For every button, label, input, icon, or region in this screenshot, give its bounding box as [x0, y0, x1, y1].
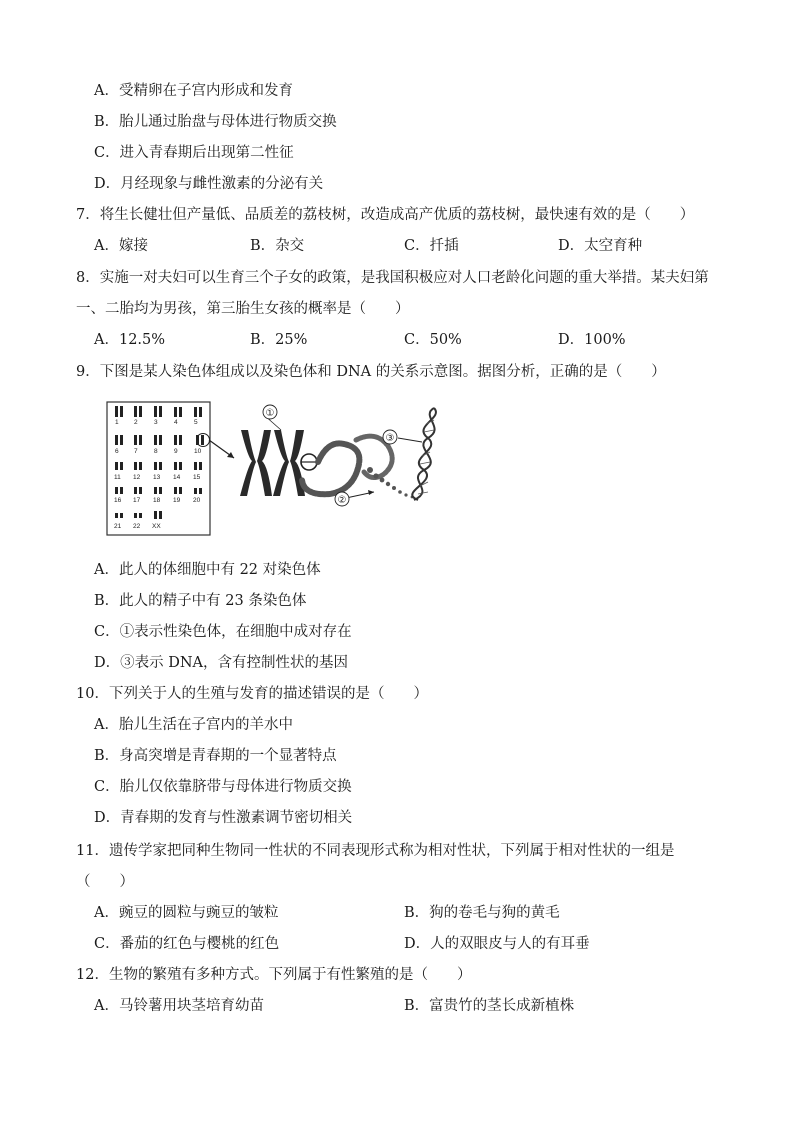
- karyotype-label: 11: [114, 474, 121, 481]
- karyotype-label: 17: [133, 497, 141, 504]
- q11-option-d: D．人的双眼皮与人的有耳垂: [404, 936, 590, 952]
- q6-option-c: C．进入青春期后出现第二性征: [94, 145, 294, 161]
- q8-option-a: A．12.5%: [94, 332, 166, 348]
- chromosome-drawing: [240, 430, 305, 496]
- karyotype-label: 20: [193, 497, 201, 504]
- karyotype-label: 15: [193, 474, 201, 481]
- q9-option-b: B．此人的精子中有 23 条染色体: [94, 593, 307, 609]
- q8-option-b: B．25%: [250, 332, 308, 348]
- q12-stem: 12．生物的繁殖有多种方式。下列属于有性繁殖的是（ ）: [76, 967, 472, 983]
- q12-option-a: A．马铃薯用块茎培育幼苗: [94, 998, 264, 1014]
- arrowhead-icon: [227, 452, 234, 458]
- q9-option-d: D．③表示 DNA，含有控制性状的基因: [94, 655, 349, 671]
- karyotype-label: 3: [154, 419, 158, 426]
- karyotype-label: 16: [114, 497, 122, 504]
- dna-helix: [412, 408, 436, 500]
- karyotype-label: 6: [115, 448, 119, 455]
- label-3: ③: [385, 433, 395, 444]
- karyotype-label: 13: [153, 474, 161, 481]
- karyotype-label: 10: [194, 448, 202, 455]
- q12-option-b: B．富贵竹的茎长成新植株: [404, 998, 575, 1014]
- q8-option-c: C．50%: [404, 332, 462, 348]
- label-2: ②: [337, 495, 347, 506]
- karyotype-label: XX: [152, 523, 161, 530]
- q7-option-c: C．扦插: [404, 238, 459, 254]
- karyotype-label: 19: [173, 497, 181, 504]
- q10-option-a: A．胎儿生活在子宫内的羊水中: [94, 717, 293, 733]
- q8-option-d: D．100%: [558, 332, 626, 348]
- q9-option-a: A．此人的体细胞中有 22 对染色体: [94, 562, 321, 578]
- karyotype-label: 22: [133, 523, 141, 530]
- karyotype-label: 2: [134, 419, 138, 426]
- q6-option-a: A．受精卵在子宫内形成和发育: [94, 83, 293, 99]
- karyotype-label: 4: [174, 419, 178, 426]
- q11-stem-line2: （ ）: [76, 874, 134, 890]
- karyotype-label: 8: [154, 448, 158, 455]
- nucleosome-beads: [367, 467, 413, 498]
- karyotype-label: 5: [194, 419, 198, 426]
- q11-option-c: C．番茄的红色与樱桃的红色: [94, 936, 280, 952]
- chromosome-dna-figure: [106, 400, 451, 540]
- q7-option-b: B．杂交: [250, 238, 305, 254]
- q8-stem-line2: 一、二胎均为男孩，第三胎生女孩的概率是（ ）: [76, 301, 410, 317]
- q6-option-d: D．月经现象与雌性激素的分泌有关: [94, 176, 324, 192]
- karyotype-label: 7: [134, 448, 138, 455]
- q10-option-d: D．青春期的发育与性激素调节密切相关: [94, 810, 353, 826]
- karyotype-label: 1: [115, 419, 119, 426]
- q11-option-b: B．狗的卷毛与狗的黄毛: [404, 905, 560, 921]
- q6-option-b: B．胎儿通过胎盘与母体进行物质交换: [94, 114, 337, 130]
- karyotype-label: 9: [174, 448, 178, 455]
- q7-option-d: D．太空育种: [558, 238, 643, 254]
- label3-leader: [398, 438, 422, 442]
- karyotype-label: 14: [173, 474, 181, 481]
- q9-option-c: C．①表示性染色体，在细胞中成对存在: [94, 624, 352, 640]
- q7-stem: 7．将生长健壮但产量低、品质差的荔枝树，改造成高产优质的荔枝树，最快速有效的是（ ）: [76, 207, 695, 223]
- q9-stem: 9．下图是某人染色体组成以及染色体和 DNA 的关系示意图。据图分析，正确的是（ ）: [76, 364, 666, 380]
- karyotype-label: 18: [153, 497, 161, 504]
- karyotype-label: 12: [133, 474, 141, 481]
- q11-stem-line1: 11．遗传学家把同种生物同一性状的不同表现形式称为相对性状，下列属于相对性状的一组是: [76, 843, 675, 859]
- karyotype-label: 21: [114, 523, 122, 530]
- q11-option-a: A．豌豆的圆粒与豌豆的皱粒: [94, 905, 279, 921]
- q10-option-c: C．胎儿仅依靠脐带与母体进行物质交换: [94, 779, 352, 795]
- q7-option-a: A．嫁接: [94, 238, 148, 254]
- q10-option-b: B．身高突增是青春期的一个显著特点: [94, 748, 337, 764]
- q8-stem-line1: 8．实施一对夫妇可以生育三个子女的政策，是我国积极应对人口老龄化问题的重大举措。某夫妇第: [76, 270, 709, 286]
- q10-stem: 10．下列关于人的生殖与发育的描述错误的是（ ）: [76, 686, 428, 702]
- label-1: ①: [265, 408, 275, 419]
